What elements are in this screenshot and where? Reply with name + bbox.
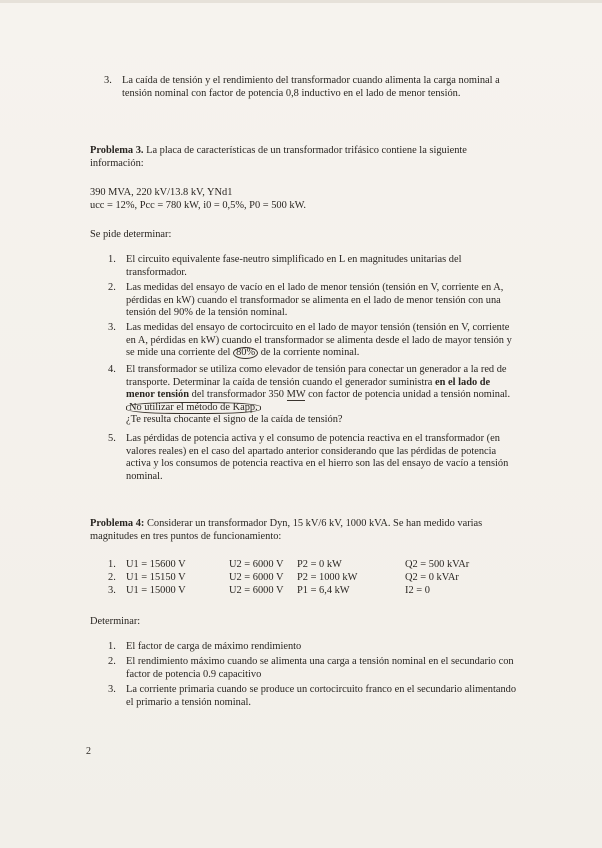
underlined-unit: MW [286, 389, 306, 401]
table-row [108, 585, 508, 598]
row-power: P1 = 6,4 kW [297, 585, 350, 596]
problem-4-title: Problema 4: [90, 518, 145, 529]
item-number: 4. [108, 364, 116, 375]
item-text: El factor de carga de máximo rendimiento [126, 641, 302, 652]
item-number: 5. [108, 433, 116, 444]
item-text-part: del transformador 350 [191, 389, 284, 401]
row-u1: U1 = 15150 V [126, 572, 186, 583]
problem-3-title: Problema 3. [90, 145, 144, 156]
page-edge [0, 0, 602, 3]
row-q: Q2 = 0 kVAr [405, 572, 459, 583]
list-item [108, 364, 518, 427]
item-text [126, 364, 518, 427]
list-item [108, 433, 518, 483]
item-number: 2. [108, 656, 116, 667]
row-u2: U2 = 6000 V [229, 572, 284, 583]
spec-line-1: 390 MVA, 220 kV/13.8 kV, YNd1 [90, 187, 233, 198]
bold-emphasis: en el lado de menor tensión [126, 376, 491, 401]
row-power: P2 = 0 kW [297, 559, 342, 570]
list-item [108, 641, 518, 654]
item-text [126, 322, 518, 360]
table-row [108, 572, 508, 585]
row-number: 3. [108, 585, 116, 596]
item-text-part: El transformador se utiliza como elevador de tensión para conectar un generador a la red de transporte. Determinar la caída de tensión cuando el generador suministra [126, 364, 507, 388]
problem-3-ask: Se pide determinar: [90, 229, 172, 240]
row-q: Q2 = 500 kVAr [405, 559, 470, 570]
item-text: La corriente primaria cuando se produce un cortocircuito franco en el secundario alimentando el primario a tensión nominal. [126, 684, 517, 708]
row-number: 1. [108, 559, 116, 570]
list-item [108, 322, 518, 360]
item-question: ¿Te resulta chocante el signo de la caída de tensión? [126, 414, 343, 426]
list-item [108, 656, 518, 681]
item-text-part: Las medidas del ensayo de cortocircuito en el lado de mayor tensión (tensión en V, corriente en A, pérdidas en kW) cuando el transformador se alimenta desde el lado de mayor tensión y se mide una corriente del [126, 322, 512, 359]
row-power: P2 = 1000 kW [297, 572, 358, 583]
item-number: 2. [108, 282, 116, 293]
row-u1: U1 = 15000 V [126, 585, 186, 596]
row-u2: U2 = 6000 V [229, 559, 284, 570]
problem-4-intro-text: Considerar un transformador Dyn, 15 kV/6 kV, 1000 kVA. Se han medido varias magnitudes en tres puntos de funcionamiento: [90, 518, 483, 542]
item-number: 3. [108, 322, 116, 333]
row-u1: U1 = 15600 V [126, 559, 186, 570]
item-text: La caída de tensión y el rendimiento del transformador cuando alimenta la carga nominal a tensión nominal con factor de potencia 0,8 inductivo en el lado de menor tensión. [122, 75, 500, 99]
list-item [104, 75, 506, 100]
item-number: 1. [108, 254, 116, 265]
item-text: El circuito equivalente fase-neutro simplificado en L en magnitudes unitarias del transformador. [126, 254, 462, 278]
problem-4-intro [90, 518, 520, 543]
row-u2: U2 = 6000 V [229, 585, 284, 596]
spec-line-2: ucc = 12%, Pcc = 780 kW, i0 = 0,5%, P0 = 500 kW. [90, 200, 307, 211]
problem-3-intro-text: La placa de características de un transformador trifásico contiene la siguiente información: [90, 145, 467, 169]
item-number: 3. [108, 684, 116, 695]
item-text-part: con factor de potencia unidad a tensión nominal. [308, 389, 511, 401]
row-q: I2 = 0 [405, 585, 430, 596]
problem-3-intro [90, 145, 502, 170]
list-item [108, 254, 518, 279]
list-item [108, 282, 518, 320]
item-text: Las pérdidas de potencia activa y el consumo de potencia reactiva en el transformador (en valores reales) en el caso del apartado anterior considerando que las pérdidas de potencia activa y los consumos de potencia reactiva en el hierro son las del ensayo de vacío a tensión nominal. [126, 433, 509, 482]
circled-percentage: 80% [233, 347, 258, 359]
list-item [108, 684, 518, 709]
page-number: 2 [86, 746, 91, 757]
row-number: 2. [108, 572, 116, 583]
item-text: El rendimiento máximo cuando se alimenta una carga a tensión nominal en el secundario con factor de potencia 0.9 capacitivo [126, 656, 514, 680]
item-number: 1. [108, 641, 116, 652]
item-text-part: de la corriente nominal. [260, 347, 360, 359]
problem-4-ask: Determinar: [90, 616, 141, 627]
item-text: Las medidas del ensayo de vacío en el lado de menor tensión (tensión en V, corriente en A, pérdidas en kW) cuando el transformador se alimenta en el lado de menor tensión con una tensión del 90% de la tensión nominal. [126, 282, 504, 319]
table-row [108, 559, 508, 572]
circled-note: No utilizar el método de Kapp. [126, 402, 261, 414]
item-number: 3. [104, 75, 112, 86]
